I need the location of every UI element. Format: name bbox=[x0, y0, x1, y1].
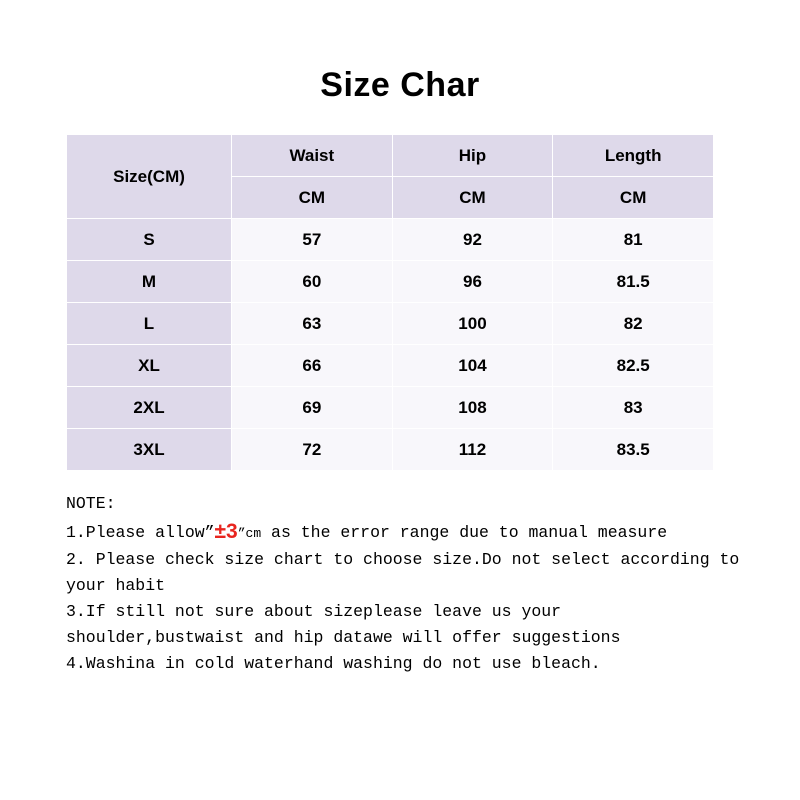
row-size-label: XL bbox=[67, 345, 232, 387]
table-row bbox=[67, 387, 714, 429]
row-size-label: S bbox=[67, 219, 232, 261]
row-size-label: 3XL bbox=[67, 429, 232, 471]
row-size-label: M bbox=[67, 261, 232, 303]
note-1-tolerance: ±3 bbox=[214, 520, 238, 543]
row-length-value: 82.5 bbox=[553, 345, 714, 387]
table-row bbox=[67, 429, 714, 471]
size-table-container bbox=[66, 134, 734, 471]
row-hip-value: 96 bbox=[392, 261, 553, 303]
note-1-suffix: as the error range due to manual measure bbox=[261, 523, 668, 542]
column-header-waist: Waist bbox=[232, 135, 393, 177]
row-hip-value: 112 bbox=[392, 429, 553, 471]
row-length-value: 81.5 bbox=[553, 261, 714, 303]
row-length-value: 82 bbox=[553, 303, 714, 345]
row-length-value: 83 bbox=[553, 387, 714, 429]
note-item-1 bbox=[66, 519, 746, 547]
unit-cell-length: CM bbox=[553, 177, 714, 219]
table-row bbox=[67, 303, 714, 345]
note-item-4: 4.Washina in cold waterhand washing do not use bleach. bbox=[66, 654, 601, 673]
row-waist-value: 57 bbox=[232, 219, 393, 261]
row-hip-value: 104 bbox=[392, 345, 553, 387]
table-row bbox=[67, 345, 714, 387]
unit-cell-waist: CM bbox=[232, 177, 393, 219]
column-header-length: Length bbox=[553, 135, 714, 177]
row-length-value: 81 bbox=[553, 219, 714, 261]
note-item-2: 2. Please check size chart to choose size.Do not select according to your habit bbox=[66, 550, 740, 595]
row-size-label: 2XL bbox=[67, 387, 232, 429]
unit-cell-hip: CM bbox=[392, 177, 553, 219]
note-1-unit: ”cm bbox=[237, 526, 262, 541]
notes-section bbox=[66, 491, 746, 677]
row-waist-value: 63 bbox=[232, 303, 393, 345]
row-hip-value: 92 bbox=[392, 219, 553, 261]
table-row bbox=[67, 261, 714, 303]
row-hip-value: 108 bbox=[392, 387, 553, 429]
note-item-3: 3.If still not sure about sizeplease leave us your shoulder,bustwaist and hip datawe will offer suggestions bbox=[66, 602, 621, 647]
table-row bbox=[67, 219, 714, 261]
row-waist-value: 72 bbox=[232, 429, 393, 471]
note-1-prefix: 1.Please allow” bbox=[66, 523, 215, 542]
table-corner-label: Size(CM) bbox=[67, 135, 232, 219]
row-waist-value: 69 bbox=[232, 387, 393, 429]
size-table bbox=[66, 134, 714, 471]
column-header-hip: Hip bbox=[392, 135, 553, 177]
row-size-label: L bbox=[67, 303, 232, 345]
row-length-value: 83.5 bbox=[553, 429, 714, 471]
page-title: Size Char bbox=[320, 66, 480, 104]
notes-heading: NOTE: bbox=[66, 494, 116, 513]
table-header-row bbox=[67, 135, 714, 177]
row-waist-value: 66 bbox=[232, 345, 393, 387]
row-waist-value: 60 bbox=[232, 261, 393, 303]
row-hip-value: 100 bbox=[392, 303, 553, 345]
